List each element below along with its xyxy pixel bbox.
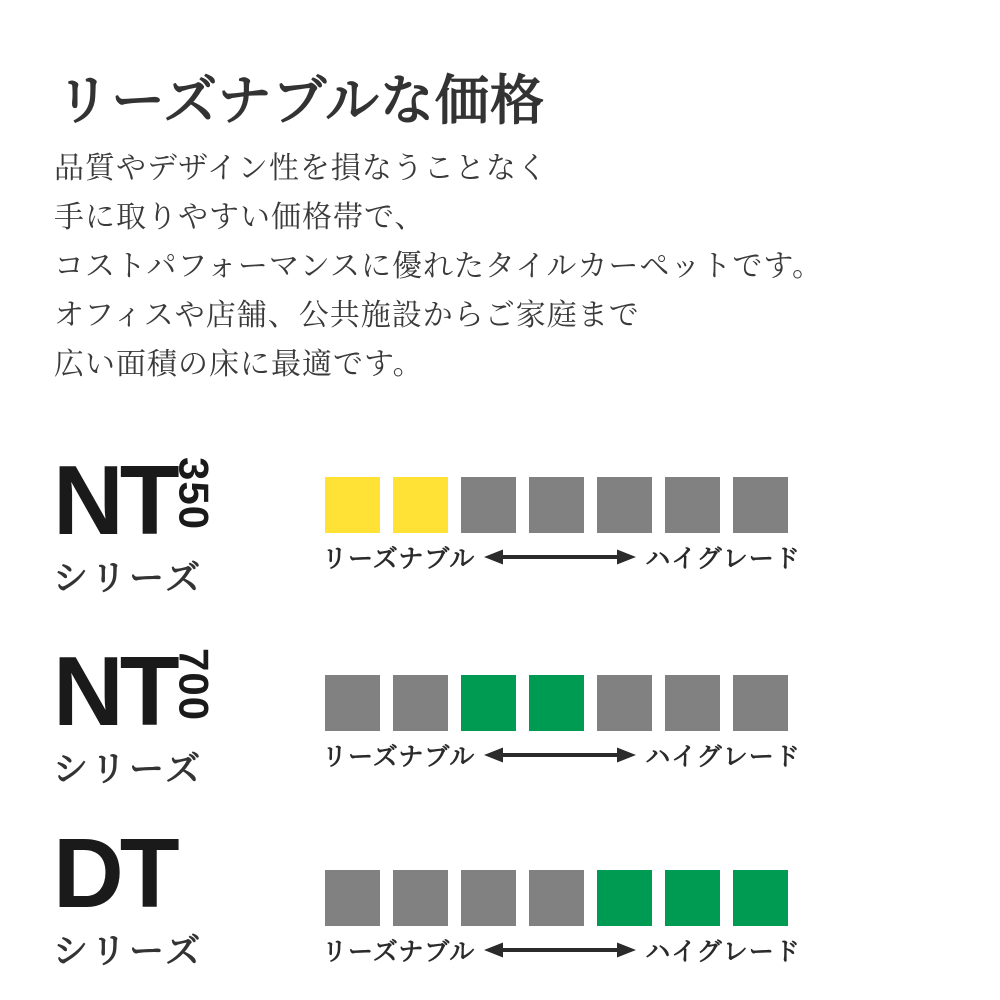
scale-square-green	[529, 675, 584, 731]
scale-square-gray	[461, 870, 516, 926]
series-row	[0, 636, 1000, 816]
scale-left-label: リーズナブル	[322, 743, 476, 771]
description-line: 手に取りやすい価格帯で、	[54, 201, 426, 234]
series-name: DT	[53, 818, 176, 928]
series-row	[0, 818, 1000, 1000]
scale-square-gray	[393, 870, 448, 926]
scale-square-gray	[393, 675, 448, 731]
scale-square-gray	[665, 675, 720, 731]
scale-square-yellow	[325, 477, 380, 533]
description-line: 広い面積の床に最適です。	[54, 348, 424, 381]
description-line: オフィスや店舗、公共施設からご家庭まで	[54, 299, 640, 332]
scale-left-label: リーズナブル	[322, 938, 476, 966]
scale-square-green	[461, 675, 516, 731]
scale-right-label: ハイグレード	[645, 545, 801, 573]
double-arrow-icon	[484, 746, 636, 764]
series-name: NT	[53, 445, 176, 555]
series-row	[0, 445, 1000, 618]
series-name: NT	[53, 636, 176, 746]
series-suffix: シリーズ	[53, 559, 204, 598]
scale-square-gray	[325, 675, 380, 731]
scale-squares	[325, 870, 788, 926]
page-title: リーズナブルな価格	[56, 71, 546, 131]
series-suffix: シリーズ	[53, 750, 204, 789]
scale-left-label: リーズナブル	[322, 545, 476, 573]
scale-labels	[322, 739, 802, 771]
series-number: 700	[170, 648, 218, 722]
scale-square-green	[665, 870, 720, 926]
series-label	[0, 818, 320, 994]
series-label	[0, 636, 320, 812]
double-arrow-icon	[484, 548, 636, 566]
scale-square-gray	[529, 870, 584, 926]
scale-right-label: ハイグレード	[645, 938, 801, 966]
series-number: 350	[170, 457, 218, 531]
series-suffix: シリーズ	[53, 932, 204, 971]
scale-square-gray	[665, 477, 720, 533]
double-arrow-icon	[484, 941, 636, 959]
scale-square-gray	[597, 477, 652, 533]
scale-squares	[325, 675, 788, 731]
scale-right-label: ハイグレード	[645, 743, 801, 771]
series-label	[0, 445, 320, 621]
scale-square-gray	[733, 675, 788, 731]
scale-square-yellow	[393, 477, 448, 533]
description-line: 品質やデザイン性を損なうことなく	[54, 152, 548, 185]
description-line: コストパフォーマンスに優れたタイルカーペットです。	[54, 250, 823, 283]
scale-labels	[322, 541, 802, 573]
scale-square-gray	[461, 477, 516, 533]
scale-square-gray	[529, 477, 584, 533]
scale-square-gray	[597, 675, 652, 731]
scale-labels	[322, 934, 802, 966]
scale-square-gray	[733, 477, 788, 533]
scale-square-gray	[325, 870, 380, 926]
scale-square-green	[733, 870, 788, 926]
scale-square-green	[597, 870, 652, 926]
scale-squares	[325, 477, 788, 533]
